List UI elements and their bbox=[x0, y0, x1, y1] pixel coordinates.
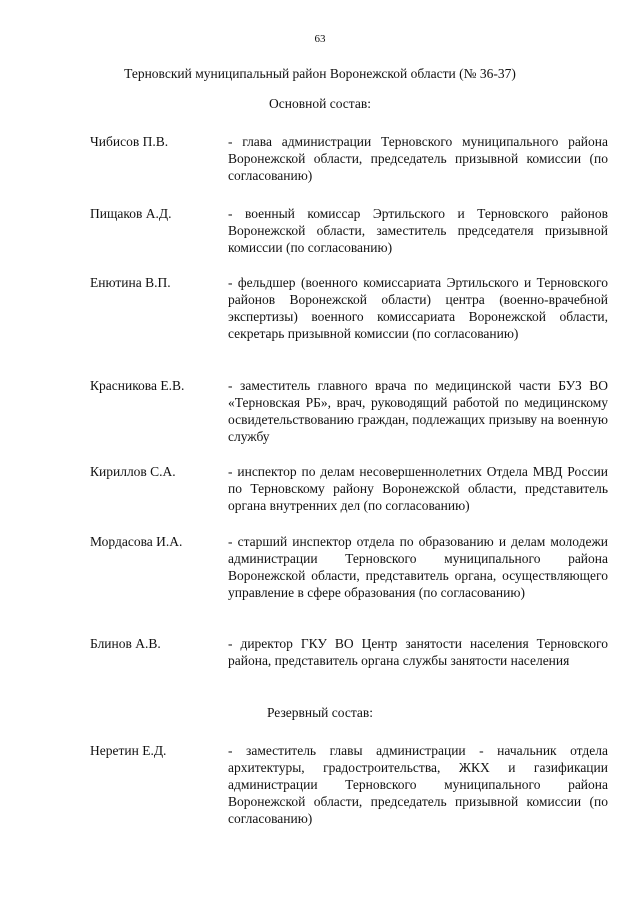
member-name: Пищаков А.Д. bbox=[90, 206, 172, 221]
member-name: Чибисов П.В. bbox=[90, 134, 169, 149]
member-name: Блинов А.В. bbox=[90, 636, 161, 651]
member-name: Мордасова И.А. bbox=[90, 534, 183, 549]
member-description: - старший инспектор отдела по образованию и делам молодежи администрации Терновского муниципального района Воронежской области, представитель органа, осуществляющего управление в сфере образования (по согласованию) bbox=[228, 534, 608, 600]
page-number: 63 bbox=[314, 33, 326, 45]
member-name: Неретин Е.Д. bbox=[90, 743, 167, 758]
member-name: Красникова Е.В. bbox=[90, 378, 185, 393]
member-description: - директор ГКУ ВО Центр занятости населения Терновского района, представитель органа службы занятости населения bbox=[228, 636, 608, 668]
member-description: - военный комиссар Эртильского и Терновского районов Воронежской области, заместитель председателя призывной комиссии (по согласованию) bbox=[228, 206, 608, 255]
main-section-heading: Основной состав: bbox=[269, 96, 371, 111]
member-description: - инспектор по делам несовершеннолетних Отдела МВД России по Терновскому району Воронежской области, представитель органа внутренних дел (по согласованию) bbox=[228, 464, 608, 513]
member-description: - фельдшер (военного комиссариата Эртильского и Терновского районов Воронежской области) центра (военно-врачебной экспертизы) военного комиссариата Воронежской области, секретарь призывной комиссии (по согласованию) bbox=[228, 275, 608, 341]
member-description: - глава администрации Терновского муниципального района Воронежской области, председатель призывной комиссии (по согласованию) bbox=[228, 134, 608, 183]
member-name: Кириллов С.А. bbox=[90, 464, 176, 479]
reserve-section-heading: Резервный состав: bbox=[266, 705, 374, 720]
document-title: Терновский муниципальный район Воронежской области (№ 36-37) bbox=[124, 66, 516, 81]
member-name: Енютина В.П. bbox=[90, 275, 171, 290]
member-description: - заместитель главы администрации - начальник отдела архитектуры, градостроительства, ЖКХ и газификации администрации Терновского муниципального района Воронежской области, председатель призывной комиссии (по согласованию) bbox=[228, 743, 608, 826]
member-description: - заместитель главного врача по медицинской части БУЗ ВО «Терновская РБ», врач, руководящий работой по медицинскому освидетельствованию граждан, подлежащих призыву на военную службу bbox=[228, 378, 608, 444]
